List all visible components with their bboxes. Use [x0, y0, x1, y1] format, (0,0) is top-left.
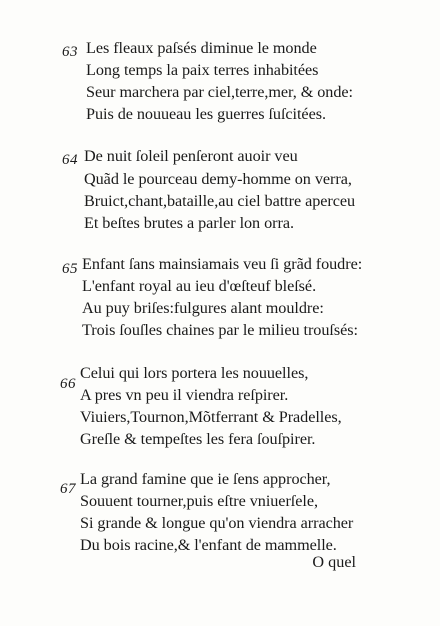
- verse-line: Trois ſouſles chaines par le milieu trouſsés:: [82, 321, 358, 339]
- verse-line: Du bois racine,& l'enfant de mammelle.: [80, 536, 337, 554]
- verse-line: Puis de nouueau les guerres ſuſcitées.: [86, 105, 326, 123]
- quatrain-number: 67: [60, 481, 76, 497]
- verse-line: Quãd le pourceau demy-homme on verra,: [84, 170, 352, 188]
- catchword: O quel: [312, 553, 356, 571]
- verse-line: Bruict,chant,bataille,au ciel battre aperceu: [84, 192, 356, 210]
- verse-line: Au puy briſes:fulgures alant mouldre:: [82, 299, 324, 317]
- quatrain-number: 64: [62, 152, 78, 168]
- verse-line: Si grande & longue qu'on viendra arracher: [80, 514, 354, 532]
- verse-line: Greſle & tempeſtes les fera ſouſpirer.: [80, 430, 316, 448]
- verse-line: La grand famine que ie ſens approcher,: [80, 470, 331, 488]
- verse-line: Souuent tourner,puis eſtre vniuerſele,: [80, 492, 318, 510]
- quatrain-number: 63: [62, 44, 78, 60]
- verse-line: Celui qui lors portera les nouuelles,: [80, 364, 309, 382]
- verse-line: De nuit ſoleil penſeront auoir veu: [84, 147, 298, 165]
- verse-line: Seur marchera par ciel,terre,mer, & onde:: [86, 83, 353, 101]
- verse-line: Et beſtes brutes a parler lon orra.: [84, 214, 294, 232]
- verse-line: Les fleaux paſsés diminue le monde: [86, 39, 317, 57]
- verse-line: Enfant ſans mainsiamais veu ſi grãd foudre:: [82, 255, 363, 273]
- quatrain-number: 66: [60, 376, 76, 392]
- verse-line: Long temps la paix terres inhabitées: [86, 61, 319, 79]
- verse-line: A pres vn peu il viendra reſpirer.: [80, 386, 289, 404]
- quatrain-number: 65: [62, 261, 78, 277]
- verse-line: Viuiers,Tournon,Mõtferrant & Pradelles,: [80, 408, 342, 426]
- verse-line: L'enfant royal au ieu d'œſteuf bleſsé.: [82, 277, 317, 295]
